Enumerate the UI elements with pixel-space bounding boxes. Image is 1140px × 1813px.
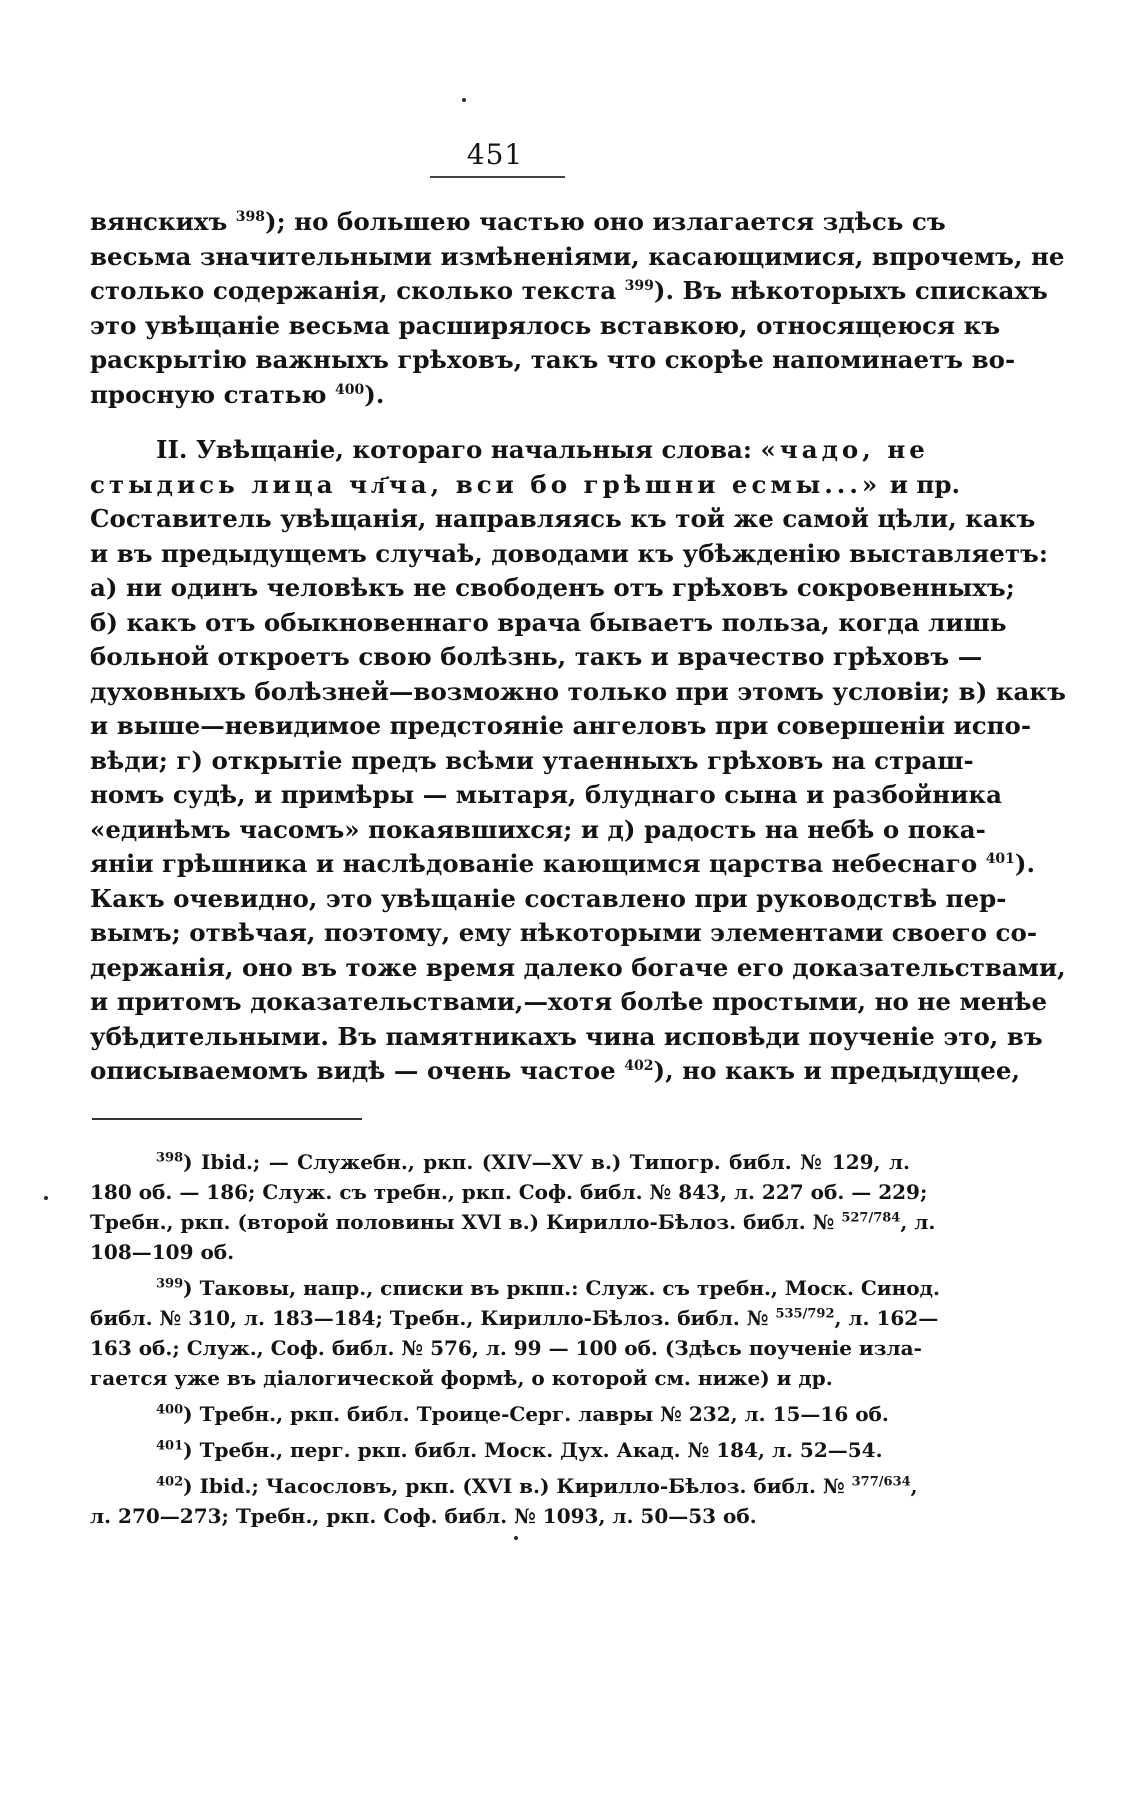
text-line: и въ предыдущемъ случаѣ, доводами къ убѣжденiю выставляетъ: bbox=[90, 538, 1048, 568]
text-line: столько содержанiя, сколько текста $^{399}$). Въ нѣкоторыхъ спискахъ bbox=[90, 276, 1048, 305]
text-line: II. Увѣщанiе, котораго начальныя слова: «чадо, не bbox=[156, 435, 929, 464]
footnote-mark: 398 bbox=[156, 1150, 184, 1166]
footnote-398 bbox=[90, 1147, 936, 1267]
footnote-399 bbox=[90, 1273, 940, 1393]
text-line: держанiя, оно въ тоже время далеко богаче его доказательствами, bbox=[90, 952, 1066, 982]
scan-speck bbox=[462, 98, 466, 102]
text-line: раскрытiю важныхъ грѣховъ, такъ что скорѣе напоминаетъ во- bbox=[90, 345, 1016, 374]
paragraph-section-ii bbox=[90, 433, 1066, 1089]
text-line: это увѣщанiе весьма расширялось вставкою, относящеюся къ bbox=[90, 310, 1001, 340]
text-line: весьма значительными измѣненiями, касающимися, впрочемъ, не bbox=[90, 241, 1065, 271]
text-line: Какъ очевидно, это увѣщанiе составлено при руководствѣ пер- bbox=[90, 883, 1007, 913]
footnote-ref[interactable]: 400 bbox=[335, 381, 365, 398]
footnote-400 bbox=[90, 1399, 910, 1429]
text-line: $^{400}$) Требн., ркп. библ. Троице-Серг. лавры № 232, л. 15—16 об. bbox=[156, 1402, 889, 1426]
scan-speck bbox=[514, 1536, 518, 1540]
paragraph-continuation bbox=[90, 205, 1065, 412]
text-line: больной откроетъ свою болѣзнь, такъ и врачество грѣховъ — bbox=[90, 642, 983, 671]
page-number: 451 bbox=[466, 138, 524, 171]
footnote-ref[interactable]: 398 bbox=[235, 208, 266, 225]
text-line: описываемомъ видѣ — очень частое $^{402}$), но какъ и предыдущее, bbox=[90, 1056, 1021, 1085]
text-line: Требн., ркп. (второй половины XVI в.) Кирилло-Бѣлоз. библ. № $^{527/784}$, л. bbox=[90, 1210, 936, 1234]
footnote-401 bbox=[90, 1435, 910, 1465]
footnote-mark: 399 bbox=[156, 1276, 184, 1292]
text-line: 108—109 об. bbox=[90, 1240, 235, 1264]
text-line: стыдись лица чл҃ча, вси бо грѣшни есмы...» и пр. bbox=[90, 469, 960, 499]
text-line: $^{402}$) Ibid.; Часословъ, ркп. (XVI в.) Кирилло-Бѣлоз. библ. № $^{377/634}$, bbox=[156, 1474, 918, 1498]
text-line: гается уже въ дiалогической формѣ, о которой см. ниже) и др. bbox=[90, 1366, 833, 1390]
footnote-mark: 401 bbox=[156, 1438, 184, 1454]
footnote-402 bbox=[90, 1471, 918, 1531]
text-line: л. 270—273; Требн., ркп. Соф. библ. № 1093, л. 50—53 об. bbox=[90, 1504, 757, 1528]
text-line: $^{399}$) Таковы, напр., списки въ ркпп.: Служ. съ требн., Моск. Синод. bbox=[156, 1276, 940, 1300]
text-line: $^{401}$) Требн., перг. ркп. библ. Моск. Дух. Акад. № 184, л. 52—54. bbox=[156, 1438, 883, 1462]
text-line: вѣди; г) открытiе предъ всѣми утаенныхъ грѣховъ на страш- bbox=[90, 745, 974, 775]
footnote-separator bbox=[92, 1118, 362, 1120]
text-line: вянскихъ $^{398}$); но большею частью оно излагается здѣсь съ bbox=[90, 207, 946, 236]
text-line: б) какъ отъ обыкновеннаго врача бываетъ польза, когда лишь bbox=[90, 607, 1007, 637]
text-line: янiи грѣшника и наслѣдованiе кающимся царства небеснаго $^{401}$). bbox=[90, 849, 1036, 878]
text-line: и выше—невидимое предстоянiе ангеловъ при совершенiи испо- bbox=[90, 711, 1032, 740]
text-line: а) ни одинъ человѣкъ не свободенъ отъ грѣховъ сокровенныхъ; bbox=[90, 573, 1015, 602]
text-line: вымъ; отвѣчая, поэтому, ему нѣкоторыми элементами своего со- bbox=[90, 918, 1037, 947]
text-line: просную статью $^{400}$). bbox=[90, 379, 385, 409]
text-line: Составитель увѣщанiя, направляясь къ той же самой цѣли, какъ bbox=[90, 504, 1036, 533]
page-number-rule bbox=[430, 176, 565, 178]
footnote-ref[interactable]: 401 bbox=[985, 850, 1015, 867]
text-line: номъ судѣ, и примѣры — мытаря, блуднаго сына и разбойника bbox=[90, 780, 1002, 809]
text-line: $^{398}$) Ibid.; — Служебн., ркп. (XIV—XV в.) Типогр. библ. № 129, л. bbox=[156, 1150, 910, 1174]
footnote-mark: 400 bbox=[156, 1402, 184, 1418]
text-line: библ. № 310, л. 183—184; Требн., Кирилло-Бѣлоз. библ. № $^{535/792}$, л. 162— bbox=[90, 1306, 939, 1330]
text-line: и притомъ доказательствами,—хотя болѣе простыми, но не менѣе bbox=[90, 987, 1048, 1016]
scan-speck bbox=[44, 1196, 48, 1200]
text-line: 180 об. — 186; Служ. съ требн., ркп. Соф. библ. № 843, л. 227 об. — 229; bbox=[90, 1180, 928, 1204]
footnote-ref[interactable]: 402 bbox=[624, 1057, 654, 1074]
footnote-ref[interactable]: 399 bbox=[624, 277, 654, 294]
footnote-mark: 402 bbox=[156, 1474, 184, 1490]
text-line: «единѣмъ часомъ» покаявшихся; и д) радость на небѣ о пока- bbox=[90, 814, 986, 844]
text-line: духовныхъ болѣзней—возможно только при этомъ условiи; в) какъ bbox=[90, 676, 1066, 706]
footnotes bbox=[90, 1147, 940, 1537]
text-line: убѣдительными. Въ памятникахъ чина исповѣди поученiе это, въ bbox=[90, 1021, 1043, 1051]
text-line: 163 об.; Служ., Соф. библ. № 576, л. 99 — 100 об. (Здѣсь поученiе изла- bbox=[90, 1336, 922, 1360]
